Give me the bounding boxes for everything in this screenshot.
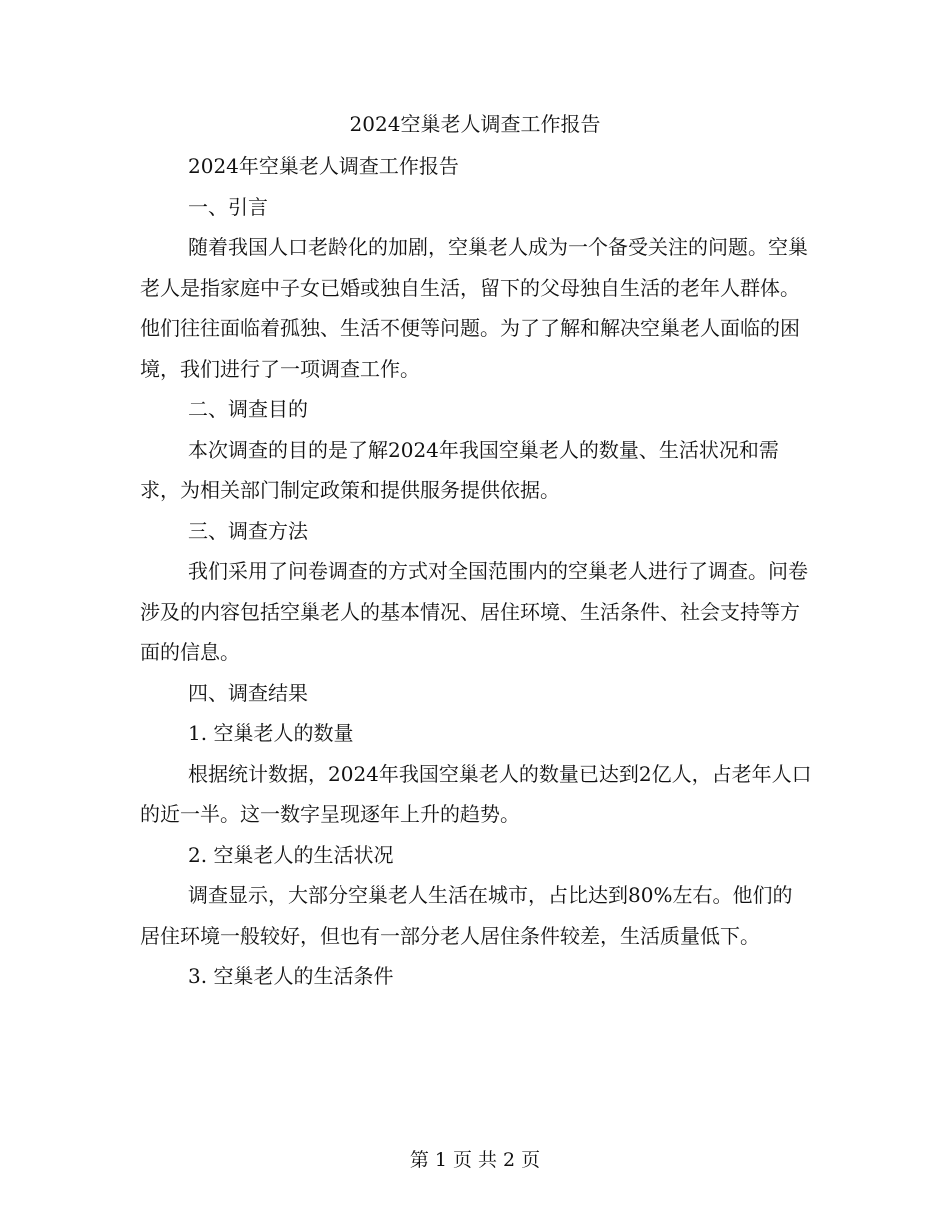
subheading-living-conditions: 3. 空巢老人的生活条件	[188, 964, 394, 988]
paragraph-living-status: 调查显示，大部分空巢老人生活在城市，占比达到80%左右。他们的居住环境一般较好，但也有一部分老人居住条件较差，生活质量低下。	[140, 883, 793, 948]
document-body	[140, 146, 812, 997]
paragraph-intro: 随着我国人口老龄化的加剧，空巢老人成为一个备受关注的问题。空巢老人是指家庭中子女已婚或独自生活，留下的父母独自生活的老年人群体。他们往往面临着孤独、生活不便等问题。为了了解和解决空巢老人面临的困境，我们进行了一项调查工作。	[140, 235, 808, 381]
paragraph-count: 根据统计数据，2024年我国空巢老人的数量已达到2亿人，占老年人口的近一半。这一数字呈现逐年上升的趋势。	[140, 761, 812, 826]
paragraph-purpose: 本次调查的目的是了解2024年我国空巢老人的数量、生活状况和需求，为相关部门制定政策和提供服务提供依据。	[140, 437, 779, 502]
section-heading-purpose: 二、调查目的	[188, 397, 308, 421]
page-footer: 第 1 页 共 2 页	[409, 1149, 541, 1171]
subtitle-paragraph: 2024年空巢老人调查工作报告	[188, 154, 459, 178]
subheading-count: 1. 空巢老人的数量	[188, 721, 354, 745]
section-heading-results: 四、调查结果	[188, 680, 308, 705]
subheading-living-status: 2. 空巢老人的生活状况	[188, 842, 394, 867]
section-heading-intro: 一、引言	[188, 194, 268, 219]
paragraph-method: 我们采用了问卷调查的方式对全国范围内的空巢老人进行了调查。问卷涉及的内容包括空巢老人的基本情况、居住环境、生活条件、社会支持等方面的信息。	[140, 559, 808, 664]
document-title: 2024空巢老人调查工作报告	[349, 112, 601, 136]
section-heading-method: 三、调查方法	[188, 518, 308, 543]
